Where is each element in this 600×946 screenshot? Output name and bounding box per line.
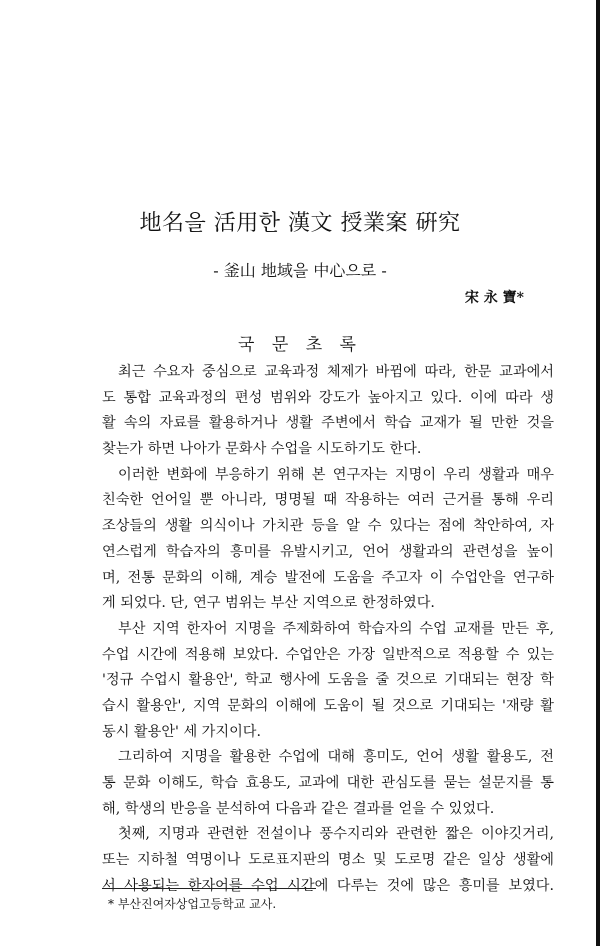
text-line: 활 속의 자료를 활용하거나 생활 주변에서 학습 교재가 될 만한 것을: [102, 415, 554, 432]
text-line: 도 통합 교육과정의 편성 범위와 강도가 높아지고 있다. 이에 따라 생: [102, 389, 554, 406]
text-line: 연스럽게 학습자의 흥미를 유발시키고, 언어 생활과의 관련성을 높이: [102, 543, 554, 560]
footnote-divider: [102, 888, 316, 889]
text-line: 또는 지하철 역명이나 도로표지판의 명소 및 도로명 같은 일상 생활에: [102, 852, 554, 869]
text-line: 첫째, 지명과 관련한 전설이나 풍수지리와 관련한 짧은 이야깃거리,: [118, 826, 554, 843]
text-line: '정규 수업시 활용안', 학교 행사에 도움을 줄 것으로 기대되는 현장 학: [102, 672, 554, 689]
text-line: 최근 수요자 중심으로 교육과정 체제가 바뀜에 따라, 한문 교과에서: [118, 364, 554, 380]
text-line: 게 되었다. 단, 연구 범위는 부산 지역으로 한정하였다.: [102, 595, 435, 612]
scan-edge: [596, 0, 600, 946]
text-line: 그리하여 지명을 활용한 수업에 대해 흥미도, 언어 생활 활용도, 전: [118, 749, 554, 766]
paper-title: 地名을 活用한 漢文 授業案 硏究: [139, 211, 461, 236]
abstract-heading: 국 문 초 록: [238, 335, 362, 355]
author-name: 宋 永 寶*: [464, 290, 524, 306]
text-line: 며, 전통 문화의 이해, 계승 발전에 도움을 주고자 이 수업안을 연구하: [102, 569, 554, 586]
text-line: 친숙한 언어일 뿐 아니라, 명명될 때 작용하는 여러 근거를 통해 우리: [102, 492, 554, 509]
text-line: 찾는가 하면 나아가 문화사 수업을 시도하기도 한다.: [102, 441, 422, 458]
text-line: 습시 활용안', 지역 문화의 이해에 도움이 될 것으로 기대되는 '재량 활: [102, 697, 554, 714]
abstract-body: [102, 360, 554, 899]
text-line: 수업 시간에 적용해 보았다. 수업안은 가장 일반적으로 적용할 수 있는: [102, 646, 554, 663]
paper-subtitle: - 釜山 地域을 中心으로 -: [213, 261, 387, 280]
text-line: 동시 활용안' 세 가지이다.: [102, 723, 261, 740]
text-line: 서 사용되는 한자어를 수업 시간에 다루는 것에 많은 흥미를 보였다.: [102, 877, 554, 894]
text-line: 해, 학생의 반응을 분석하여 다음과 같은 결과를 얻을 수 있었다.: [102, 800, 495, 817]
text-line: 이러한 변화에 부응하기 위해 본 연구자는 지명이 우리 생활과 매우: [118, 466, 554, 483]
text-line: 조상들의 생활 의식이나 가치관 등을 알 수 있다는 점에 착안하여, 자: [102, 518, 554, 535]
footnote: * 부산진여자상업고등학교 교사.: [108, 897, 277, 911]
text-line: 통 문화 이해도, 학습 효용도, 교과에 대한 관심도를 묻는 설문지를 통: [102, 775, 554, 791]
text-line: 부산 지역 한자어 지명을 주제화하여 학습자의 수업 교재를 만든 후,: [118, 620, 554, 637]
